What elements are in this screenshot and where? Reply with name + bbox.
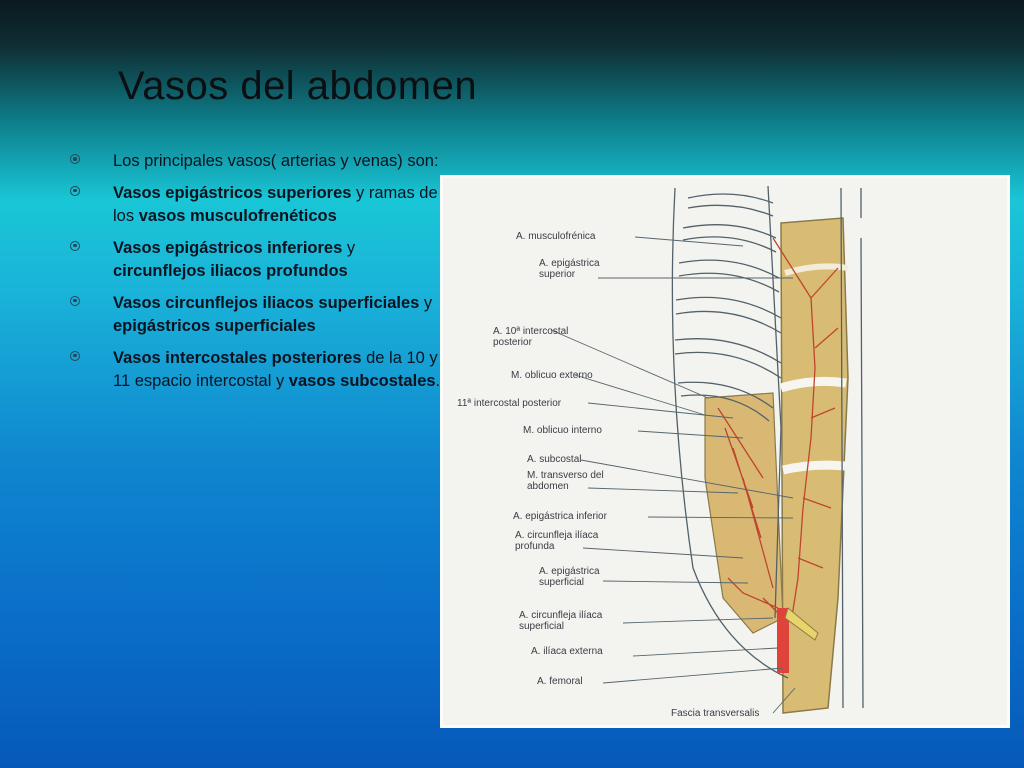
bullet-icon	[70, 241, 80, 251]
bullet-icon	[70, 154, 80, 164]
label-oblicuo-externo: M. oblicuo externo	[511, 370, 593, 381]
label-epigastrica-superior: A. epigástrica superior	[539, 258, 600, 280]
label-transverso-abdomen: M. transverso del abdomen	[527, 470, 604, 492]
bullet-item	[70, 237, 442, 284]
bullet-text: y	[419, 293, 433, 312]
bullet-item	[70, 150, 442, 174]
bullet-bold-text: vasos subcostales	[288, 372, 436, 390]
bullet-bold-text: Vasos intercostales posteriores	[113, 348, 362, 367]
label-oblicuo-interno: M. oblicuo interno	[523, 425, 602, 436]
bullet-text: Los principales vasos( arterias y venas) son:	[113, 152, 439, 170]
label-11-intercostal-posterior: 11ª intercostal posterior	[457, 398, 562, 409]
bullet-icon	[70, 351, 80, 361]
slide-title: Vasos del abdomen	[118, 64, 478, 108]
label-epigastrica-inferior: A. epigástrica inferior	[513, 511, 607, 522]
bullet-text: y ramas de los	[113, 183, 438, 225]
bullet-icon	[70, 186, 80, 196]
bullet-list	[70, 150, 442, 402]
label-femoral: A. femoral	[537, 676, 583, 687]
bullet-bold-text: Vasos epigástricos superiores	[113, 183, 352, 202]
bullet-bold-text: vasos musculofrenéticos	[138, 207, 337, 225]
bullet-text: y	[342, 238, 356, 257]
oblique-muscle-region	[705, 393, 783, 633]
bullet-bold-text: circunflejos iliacos profundos	[113, 262, 348, 280]
label-iliaca-externa: A. ilíaca externa	[531, 646, 603, 657]
bullet-bold-text: Vasos epigástricos inferiores	[113, 238, 343, 257]
label-circunfleja-iliaca-profunda: A. circunfleja ilíaca profunda	[515, 530, 599, 552]
abdominal-wall-illustration	[443, 178, 1007, 725]
bullet-item	[70, 182, 442, 229]
label-epigastrica-superficial: A. epigástrica superficial	[539, 566, 600, 588]
bullet-item	[70, 292, 442, 339]
label-musculofrenica: A. musculofrénica	[516, 231, 596, 242]
bullet-text: de la 10 y 11 espacio intercostal y	[113, 348, 438, 390]
anatomy-figure	[440, 175, 1010, 728]
bullet-item	[70, 347, 442, 394]
bullet-bold-text: Vasos circunflejos iliacos superficiales	[113, 293, 420, 312]
bullet-icon	[70, 296, 80, 306]
label-10-intercostal-posterior: A. 10ª intercostal posterior	[493, 326, 569, 348]
label-circunfleja-iliaca-superficial: A. circunfleja ilíaca superficial	[519, 610, 603, 632]
bullet-text: .	[435, 372, 441, 390]
label-fascia-transversalis: Fascia transversalis	[671, 708, 760, 719]
label-subcostal: A. subcostal	[527, 454, 582, 465]
bullet-bold-text: epigástricos superficiales	[113, 317, 316, 335]
